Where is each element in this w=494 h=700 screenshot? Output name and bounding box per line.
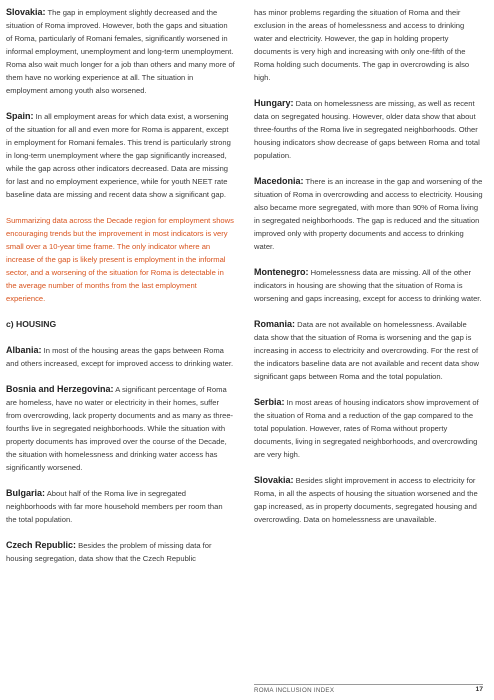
country-heading-bosnia: Bosnia and Herzegovina: bbox=[6, 384, 114, 394]
paragraph-text: Besides slight improvement in access to electricity for Roma, in all the aspects of housing the situation worsened and the gap increased, as in property documents, segregated housing and overcrowding. Data on homelessness are unavailable. bbox=[254, 476, 478, 524]
paragraph-spain-employment bbox=[6, 110, 235, 201]
country-heading-bulgaria: Bulgaria: bbox=[6, 488, 46, 498]
country-heading-serbia: Serbia: bbox=[254, 397, 285, 407]
section-title-housing: c) HOUSING bbox=[6, 319, 57, 329]
footer-publication-title: ROMA INCLUSION INDEX bbox=[254, 687, 335, 694]
paragraph-text: Besides the problem of missing data for housing segregation, data show that the Czech Republic bbox=[6, 541, 212, 563]
paragraph-albania bbox=[6, 344, 235, 370]
paragraph-slovakia-employment bbox=[6, 6, 235, 97]
country-heading-slovakia: Slovakia: bbox=[254, 475, 294, 485]
left-column bbox=[6, 6, 235, 578]
paragraph-serbia bbox=[254, 396, 483, 461]
paragraph-romania bbox=[254, 318, 483, 383]
paragraph-text: In most areas of housing indicators show improvement of the situation of Roma and a reduction of the gap compared to the total population. However, rates of Roma without property documents, living in segregated neighborhoods, and overcrowding are very high. bbox=[254, 398, 479, 459]
country-heading-romania: Romania: bbox=[254, 319, 296, 329]
paragraph-text: The gap in employment slightly decreased and the situation of Roma improved. However, both the gaps and situation of Roma, particularly of Romani females, significantly worsened in informal employment, unemployment and long-term unemployment. Roma also wait much longer for a job than others and many more of them have no working experience at all. The situation in employment among youth also worsened. bbox=[6, 8, 235, 95]
paragraph-bulgaria bbox=[6, 487, 235, 526]
paragraph-text: A significant percentage of Roma are homeless, have no water or electricity in their homes, suffer from overcrowding, lack property documents and as many as three-fourths live in segregated neighborhoods. While the situation with property documents has improved over the course of the Decade, the situation with homelessness and drinking water access has significantly worsened. bbox=[6, 385, 234, 472]
paragraph-text: Homelessness data are missing. All of the other indicators in housing are showing that the situation of Roma is worsening and gaps increasing, except for access to drinking water. bbox=[254, 268, 482, 303]
summary-paragraph: Summarizing data across the Decade region for employment shows encouraging trends but the improvement in most indicators is very small over a 10-year time frame. The only indicator where an increase of the gap is likely present is employment in the informal sector, and a worsening of the situation for Roma is detectable in the average number of months from the last employment experience. bbox=[6, 216, 234, 303]
paragraph-text: There is an increase in the gap and worsening of the situation of Roma in overcrowding and access to electricity. Housing also became more segregated, with more than 90% of Roma living in segregated neighborhoods. The gap is reduced and the situation improved only with property documents and access to drinking water. bbox=[254, 177, 483, 251]
paragraph-montenegro bbox=[254, 266, 483, 305]
paragraph-text: In most of the housing areas the gaps between Roma and others increased, except for improved access to drinking water. bbox=[6, 346, 234, 368]
page-number: 17 bbox=[475, 686, 483, 693]
country-heading-montenegro: Montenegro: bbox=[254, 267, 309, 277]
paragraph-hungary bbox=[254, 97, 483, 162]
paragraph-czech-continued: has minor problems regarding the situation of Roma and their exclusion in the areas of homelessness and access to drinking water and electricity. However, the gap in holding property documents is very high and increasing with only one-fifth of the Roma holding such documents. The gap in overcrowding is also high. bbox=[254, 8, 470, 82]
paragraph-czech bbox=[6, 539, 235, 565]
country-heading-spain: Spain: bbox=[6, 111, 34, 121]
paragraph-text: In all employment areas for which data exist, a worsening of the situation for all and even more for Roma is apparent, except in employment for Romani females. This trend is particularly strong in long-term unemployment where the gap significantly increased, while the gap across other indicators decreased. Data are missing for last and no employment experience, while for youth NEET rate baseline data are missing and recent data show a significant gap. bbox=[6, 112, 231, 199]
country-heading-macedonia: Macedonia: bbox=[254, 176, 304, 186]
paragraph-text: Data are not available on homelessness. Available data show that the situation of Roma is worsening and the gap is increasing in access to electricity and overcrowding. For the rest of the indicators baseline data are not available and recent data show significant gaps between Roma and the total population. bbox=[254, 320, 480, 381]
country-heading-czech: Czech Republic: bbox=[6, 540, 77, 550]
paragraph-macedonia bbox=[254, 175, 483, 253]
paragraph-text: Data on homelessness are missing, as well as recent data on segregated housing. However, older data show that about three-fourths of the Roma live in segregated neighborhoods. Other housing indicators show decrease of gaps between Roma and total population. bbox=[254, 99, 480, 160]
paragraph-slovakia-housing bbox=[254, 474, 483, 526]
country-heading-albania: Albania: bbox=[6, 345, 42, 355]
paragraph-text: About half of the Roma live in segregated neighborhoods with far more household members per room than the total population. bbox=[6, 489, 223, 524]
right-column bbox=[254, 6, 483, 539]
paragraph-bosnia bbox=[6, 383, 235, 474]
country-heading-slovakia: Slovakia: bbox=[6, 7, 46, 17]
country-heading-hungary: Hungary: bbox=[254, 98, 294, 108]
footer-divider bbox=[254, 684, 483, 685]
